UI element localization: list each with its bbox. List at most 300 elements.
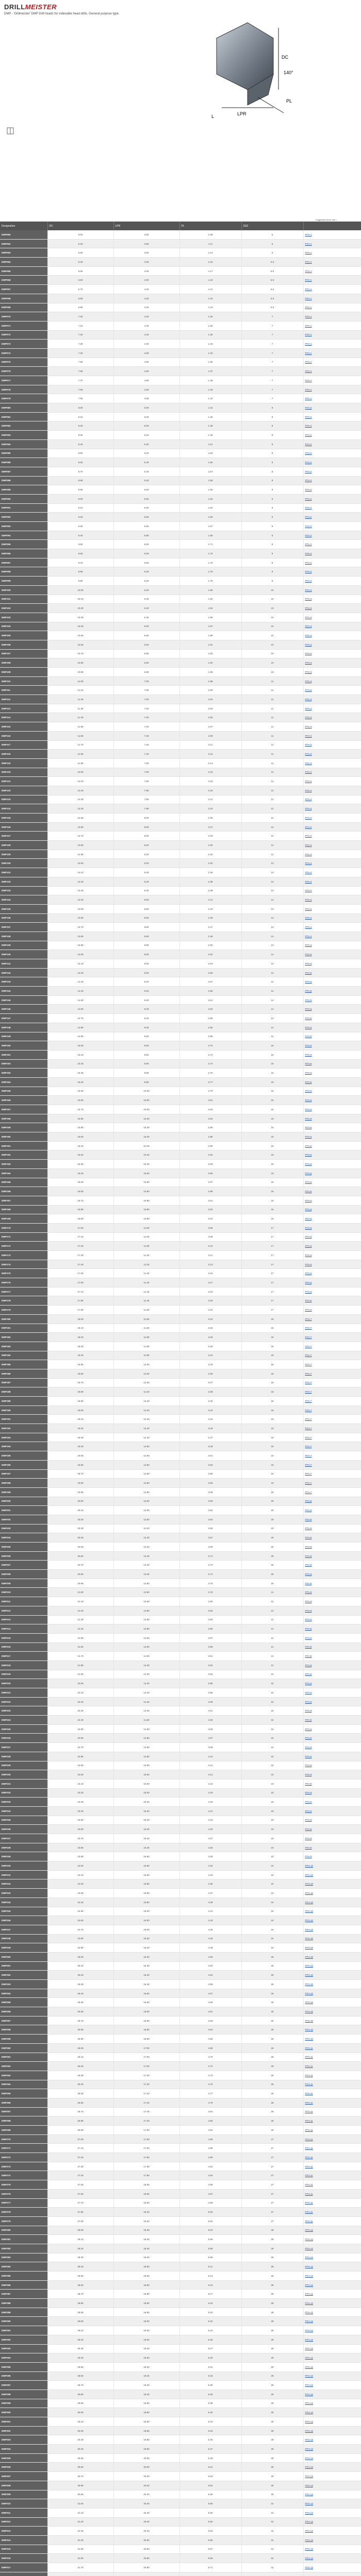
product-link[interactable]: PTH-11 — [303, 2189, 361, 2198]
product-link[interactable]: PTH-11 — [303, 2153, 361, 2162]
product-link[interactable]: PTH-3 — [303, 731, 361, 740]
product-link[interactable]: PTH-10 — [303, 2016, 361, 2025]
product-link[interactable]: PTH-1 — [303, 276, 361, 285]
product-link[interactable]: PTH-11 — [303, 2180, 361, 2190]
product-link[interactable]: PTH-9 — [303, 1734, 361, 1743]
product-link[interactable]: PTH-2 — [303, 503, 361, 513]
product-link[interactable]: PTH-1 — [303, 394, 361, 403]
product-link[interactable]: PTH-9 — [303, 1706, 361, 1716]
product-link[interactable]: PTH-7 — [303, 1397, 361, 1406]
product-link[interactable]: PTH-1 — [303, 358, 361, 367]
product-link[interactable]: PTH-11 — [303, 2198, 361, 2208]
product-link[interactable]: PTH-3 — [303, 668, 361, 677]
product-link[interactable]: PTH-7 — [303, 1433, 361, 1442]
ssz-cell: 21 — [241, 1624, 303, 1634]
product-link[interactable]: PTH-5 — [303, 950, 361, 959]
table-row — [0, 1451, 361, 1461]
product-link[interactable]: PTH-8 — [303, 1506, 361, 1515]
ssz-cell: 17 — [241, 1242, 303, 1251]
product-link[interactable]: PTH-2 — [303, 476, 361, 485]
product-link[interactable]: PTH-5 — [303, 1059, 361, 1069]
product-link[interactable]: PTH-10 — [303, 1989, 361, 1998]
product-link[interactable]: PTH-13 — [303, 2435, 361, 2445]
product-link[interactable]: PTH-9 — [303, 1716, 361, 1725]
product-link[interactable]: PTH-2 — [303, 403, 361, 413]
product-link[interactable]: PTH-12 — [303, 2353, 361, 2363]
product-link[interactable]: PTH-4 — [303, 895, 361, 905]
product-link[interactable]: PTH-4 — [303, 923, 361, 932]
product-link[interactable]: PTH-3 — [303, 631, 361, 640]
product-link[interactable]: PTH-1 — [303, 230, 361, 239]
product-link[interactable]: PTH-3 — [303, 722, 361, 732]
product-link[interactable]: PTH-1 — [303, 330, 361, 340]
dc-cell: 20.20 — [47, 1515, 113, 1524]
product-link[interactable]: PTH-9 — [303, 1761, 361, 1770]
product-link[interactable]: PTH-7 — [303, 1469, 361, 1479]
product-link[interactable]: PTH-7 — [303, 1479, 361, 1488]
product-link[interactable]: PTH-4 — [303, 832, 361, 841]
product-link[interactable]: PTH-11 — [303, 2216, 361, 2226]
ssz-cell: 26 — [241, 2071, 303, 2080]
ssz-cell: 8 — [241, 412, 303, 421]
product-link[interactable]: PTH-12 — [303, 2362, 361, 2371]
product-link[interactable]: PTH-10 — [303, 1916, 361, 1925]
product-link[interactable]: PTH-12 — [303, 2299, 361, 2308]
pl-cell: 2.39 — [179, 886, 241, 895]
product-link[interactable]: PTH-9 — [303, 1679, 361, 1688]
product-link[interactable]: PTH-13 — [303, 2508, 361, 2517]
product-link[interactable]: PTH-7 — [303, 1442, 361, 1451]
pl-cell: 5.31 — [179, 2362, 241, 2371]
product-link[interactable]: PTH-3 — [303, 695, 361, 704]
product-link[interactable]: PTH-12 — [303, 2244, 361, 2253]
lpr-cell: 14.20 — [113, 1679, 179, 1688]
product-link[interactable]: PTH-9 — [303, 1798, 361, 1807]
product-link[interactable]: PTH-1 — [303, 367, 361, 376]
product-link[interactable]: PTH-5 — [303, 1014, 361, 1023]
product-link[interactable]: PTH-10 — [303, 2035, 361, 2044]
product-link[interactable]: PTH-1 — [303, 258, 361, 267]
product-link[interactable]: PTH-1 — [303, 376, 361, 385]
product-link[interactable]: PTH-6 — [303, 1205, 361, 1214]
product-link[interactable]: PTH-4 — [303, 886, 361, 895]
product-link[interactable]: PTH-6 — [303, 1214, 361, 1224]
product-link[interactable]: PTH-9 — [303, 1852, 361, 1861]
product-link[interactable]: PTH-1 — [303, 294, 361, 303]
table-row — [0, 1479, 361, 1488]
product-link[interactable]: PTH-3 — [303, 585, 361, 595]
product-link[interactable]: PTH-8 — [303, 1551, 361, 1561]
product-link[interactable]: PTH-6 — [303, 1296, 361, 1306]
product-link[interactable]: PTH-12 — [303, 2389, 361, 2399]
product-link[interactable]: PTH-12 — [303, 2308, 361, 2317]
table-row — [0, 2408, 361, 2417]
product-link[interactable]: PTH-6 — [303, 1251, 361, 1260]
product-link[interactable]: PTH-12 — [303, 2272, 361, 2281]
dc-cell: 7.60 — [47, 367, 113, 376]
product-link[interactable]: PTH-13 — [303, 2472, 361, 2481]
pl-cell: 1.51 — [179, 439, 241, 449]
product-link[interactable]: PTH-12 — [303, 2344, 361, 2353]
product-link[interactable]: PTH-1 — [303, 312, 361, 321]
product-link[interactable]: PTH-12 — [303, 2335, 361, 2344]
product-link[interactable]: PTH-11 — [303, 2043, 361, 2053]
product-link[interactable]: PTH-2 — [303, 412, 361, 421]
product-link[interactable]: PTH-8 — [303, 1570, 361, 1579]
pl-cell: 1.62 — [179, 494, 241, 503]
product-link[interactable]: PTH-6 — [303, 1196, 361, 1205]
product-link[interactable]: PTH-7 — [303, 1405, 361, 1415]
product-link[interactable]: PTH-6 — [303, 1150, 361, 1160]
product-link[interactable]: PTH-1 — [303, 303, 361, 312]
product-link[interactable]: PTH-2 — [303, 458, 361, 467]
product-link[interactable]: PTH-7 — [303, 1415, 361, 1424]
product-link[interactable]: PTH-3 — [303, 704, 361, 713]
dc-cell: 6.30 — [47, 248, 113, 258]
product-link[interactable]: PTH-10 — [303, 1952, 361, 1961]
product-link[interactable]: PTH-11 — [303, 2171, 361, 2180]
product-link[interactable]: PTH-1 — [303, 248, 361, 258]
product-link[interactable]: PTH-2 — [303, 540, 361, 549]
product-link[interactable]: PTH-2 — [303, 531, 361, 540]
product-link[interactable]: PTH-2 — [303, 577, 361, 586]
product-link[interactable]: PTH-9 — [303, 1788, 361, 1798]
product-link[interactable]: PTH-7 — [303, 1360, 361, 1369]
product-link[interactable]: PTH-12 — [303, 2280, 361, 2290]
product-link[interactable]: PTH-2 — [303, 421, 361, 431]
product-link[interactable]: PTH-9 — [303, 1688, 361, 1698]
product-link[interactable]: PTH-4 — [303, 868, 361, 877]
product-link[interactable]: PTH-8 — [303, 1606, 361, 1615]
product-link[interactable]: PTH-8 — [303, 1670, 361, 1679]
product-link[interactable]: PTH-7 — [303, 1460, 361, 1469]
product-link[interactable]: PTH-5 — [303, 977, 361, 987]
dc-cell: 11.50 — [47, 722, 113, 732]
product-link[interactable]: PTH-6 — [303, 1187, 361, 1196]
product-link[interactable]: PTH-2 — [303, 431, 361, 440]
product-link[interactable]: PTH-4 — [303, 822, 361, 832]
product-link[interactable]: PTH-4 — [303, 904, 361, 913]
product-link[interactable]: PTH-8 — [303, 1579, 361, 1588]
ssz-cell: 18 — [241, 1397, 303, 1406]
product-link[interactable]: PTH-10 — [303, 1971, 361, 1980]
product-link[interactable]: PTH-7 — [303, 1333, 361, 1342]
designation-cell: DMP100 — [0, 585, 47, 595]
product-link[interactable]: PTH-3 — [303, 713, 361, 722]
product-link[interactable]: PTH-11 — [303, 2208, 361, 2217]
product-link[interactable]: PTH-13 — [303, 2535, 361, 2545]
product-link[interactable]: PTH-13 — [303, 2554, 361, 2563]
product-link[interactable]: PTH-13 — [303, 2545, 361, 2554]
product-link[interactable]: PTH-8 — [303, 1615, 361, 1624]
product-link[interactable]: PTH-13 — [303, 2563, 361, 2572]
product-link[interactable]: PTH-13 — [303, 2426, 361, 2435]
product-link[interactable]: PTH-8 — [303, 1524, 361, 1533]
product-link[interactable]: PTH-12 — [303, 2290, 361, 2299]
product-link[interactable]: PTH-7 — [303, 1424, 361, 1433]
product-link[interactable]: PTH-3 — [303, 640, 361, 649]
product-link[interactable]: PTH-10 — [303, 1943, 361, 1953]
ssz-cell: 31 — [241, 2527, 303, 2536]
product-link[interactable]: PTH-3 — [303, 613, 361, 622]
product-link[interactable]: PTH-7 — [303, 1351, 361, 1360]
product-link[interactable]: PTH-12 — [303, 2371, 361, 2381]
product-link[interactable]: PTH-7 — [303, 1451, 361, 1461]
product-link[interactable]: PTH-9 — [303, 1779, 361, 1788]
product-link[interactable]: PTH-6 — [303, 1178, 361, 1187]
product-link[interactable]: PTH-2 — [303, 522, 361, 531]
pl-cell: 5.33 — [179, 2371, 241, 2381]
product-link[interactable]: PTH-6 — [303, 1269, 361, 1278]
product-link[interactable]: PTH-4 — [303, 795, 361, 804]
product-link[interactable]: PTH-5 — [303, 1032, 361, 1041]
product-link[interactable]: PTH-10 — [303, 1897, 361, 1907]
product-link[interactable]: PTH-2 — [303, 449, 361, 458]
product-link[interactable]: PTH-11 — [303, 2080, 361, 2089]
product-link[interactable]: PTH-11 — [303, 2162, 361, 2171]
product-link[interactable]: PTH-13 — [303, 2453, 361, 2463]
product-link[interactable]: PTH-6 — [303, 1242, 361, 1251]
product-link[interactable]: PTH-3 — [303, 758, 361, 768]
product-link[interactable]: PTH-4 — [303, 777, 361, 786]
product-link[interactable]: PTH-7 — [303, 1324, 361, 1333]
product-link[interactable]: PTH-5 — [303, 1005, 361, 1014]
product-link[interactable]: PTH-5 — [303, 1096, 361, 1105]
product-link[interactable]: PTH-6 — [303, 1160, 361, 1169]
product-link[interactable]: PTH-3 — [303, 604, 361, 613]
product-link[interactable]: PTH-3 — [303, 622, 361, 631]
pl-cell: 1.71 — [179, 540, 241, 549]
product-link[interactable]: PTH-4 — [303, 804, 361, 814]
product-link[interactable]: PTH-2 — [303, 567, 361, 577]
product-link[interactable]: PTH-4 — [303, 850, 361, 859]
pl-cell: 5.26 — [179, 2335, 241, 2344]
product-link[interactable]: PTH-11 — [303, 2134, 361, 2144]
product-link[interactable]: PTH-5 — [303, 1087, 361, 1096]
product-link[interactable]: PTH-4 — [303, 768, 361, 777]
product-link[interactable]: PTH-9 — [303, 1834, 361, 1843]
product-link[interactable]: PTH-6 — [303, 1306, 361, 1315]
product-link[interactable]: PTH-13 — [303, 2445, 361, 2454]
product-link[interactable]: PTH-5 — [303, 1105, 361, 1114]
product-link[interactable]: PTH-8 — [303, 1497, 361, 1506]
product-link[interactable]: PTH-9 — [303, 1806, 361, 1816]
product-link[interactable]: PTH-13 — [303, 2517, 361, 2527]
product-link[interactable]: PTH-5 — [303, 1077, 361, 1087]
product-link[interactable]: PTH-11 — [303, 2098, 361, 2107]
product-link[interactable]: PTH-7 — [303, 1342, 361, 1351]
product-link[interactable]: PTH-8 — [303, 1561, 361, 1570]
product-link[interactable]: PTH-3 — [303, 740, 361, 750]
product-link[interactable]: PTH-8 — [303, 1533, 361, 1543]
dc-cell: 17.40 — [47, 1260, 113, 1269]
designation-cell: DMP193 — [0, 1433, 47, 1442]
product-link[interactable]: PTH-10 — [303, 2007, 361, 2016]
product-link[interactable]: PTH-12 — [303, 2262, 361, 2272]
product-link[interactable]: PTH-10 — [303, 1961, 361, 1971]
product-link[interactable]: PTH-5 — [303, 995, 361, 1005]
product-link[interactable]: PTH-2 — [303, 485, 361, 495]
product-link[interactable]: PTH-12 — [303, 2317, 361, 2326]
product-link[interactable]: PTH-11 — [303, 2107, 361, 2116]
lpr-cell: 9.60 — [113, 1041, 179, 1050]
product-link[interactable]: PTH-4 — [303, 814, 361, 823]
table-row — [0, 2308, 361, 2317]
product-link[interactable] — [303, 2572, 361, 2576]
product-link[interactable]: PTH-4 — [303, 859, 361, 868]
lpr-cell: 16.60 — [113, 2007, 179, 2016]
product-link[interactable]: PTH-11 — [303, 2053, 361, 2062]
product-link[interactable]: PTH-6 — [303, 1141, 361, 1150]
product-link[interactable]: PTH-5 — [303, 1023, 361, 1032]
product-link[interactable]: PTH-3 — [303, 658, 361, 668]
product-link[interactable]: PTH-8 — [303, 1515, 361, 1524]
product-link[interactable]: PTH-7 — [303, 1387, 361, 1397]
product-link[interactable]: PTH-4 — [303, 841, 361, 850]
product-link[interactable]: PTH-10 — [303, 1980, 361, 1989]
product-link[interactable]: PTH-8 — [303, 1624, 361, 1634]
product-link[interactable]: PTH-12 — [303, 2253, 361, 2262]
pl-cell: 5.27 — [179, 2344, 241, 2353]
product-link[interactable]: PTH-5 — [303, 968, 361, 977]
product-link[interactable]: PTH-13 — [303, 2463, 361, 2472]
product-link[interactable]: PTH-9 — [303, 1843, 361, 1852]
product-link[interactable]: PTH-2 — [303, 549, 361, 558]
product-link[interactable]: PTH-8 — [303, 1597, 361, 1606]
product-link[interactable]: PTH-12 — [303, 2226, 361, 2235]
product-link[interactable]: PTH-10 — [303, 1907, 361, 1916]
product-link[interactable]: PTH-1 — [303, 266, 361, 276]
product-link[interactable]: PTH-11 — [303, 2144, 361, 2153]
pl-cell: 2.90 — [179, 1141, 241, 1150]
product-link[interactable]: PTH-10 — [303, 1998, 361, 2007]
product-link[interactable]: PTH-5 — [303, 959, 361, 969]
product-link[interactable]: PTH-4 — [303, 931, 361, 941]
product-link[interactable]: PTH-1 — [303, 340, 361, 349]
product-link[interactable]: PTH-7 — [303, 1378, 361, 1387]
product-link[interactable]: PTH-12 — [303, 2235, 361, 2244]
product-link[interactable]: PTH-6 — [303, 1287, 361, 1296]
product-link[interactable]: PTH-10 — [303, 1861, 361, 1871]
product-link[interactable]: PTH-2 — [303, 513, 361, 522]
product-link[interactable]: PTH-10 — [303, 2025, 361, 2035]
product-link[interactable]: PTH-13 — [303, 2499, 361, 2509]
product-link[interactable]: PTH-8 — [303, 1588, 361, 1597]
product-link[interactable]: PTH-13 — [303, 2417, 361, 2427]
product-link[interactable]: PTH-10 — [303, 1925, 361, 1934]
product-link[interactable]: PTH-9 — [303, 1724, 361, 1734]
product-link[interactable]: PTH-6 — [303, 1278, 361, 1287]
product-link[interactable]: PTH-3 — [303, 595, 361, 604]
product-link[interactable]: PTH-11 — [303, 2089, 361, 2098]
product-link[interactable]: PTH-13 — [303, 2527, 361, 2536]
product-link[interactable]: PTH-2 — [303, 558, 361, 567]
product-link[interactable]: PTH-8 — [303, 1642, 361, 1652]
product-link[interactable]: PTH-7 — [303, 1314, 361, 1324]
dc-cell: 27.00 — [47, 2134, 113, 2144]
product-link[interactable]: PTH-7 — [303, 1369, 361, 1378]
product-link[interactable]: PTH-4 — [303, 913, 361, 923]
product-link[interactable]: PTH-9 — [303, 1816, 361, 1825]
product-link[interactable]: PTH-10 — [303, 1889, 361, 1898]
product-link[interactable]: PTH-13 — [303, 2490, 361, 2499]
designation-cell: DMP101 — [0, 595, 47, 604]
product-link[interactable]: PTH-11 — [303, 2126, 361, 2135]
product-link[interactable]: PTH-2 — [303, 494, 361, 503]
product-link[interactable]: PTH-11 — [303, 2062, 361, 2071]
product-link[interactable]: PTH-5 — [303, 1114, 361, 1123]
lpr-cell: 9.20 — [113, 977, 179, 987]
product-link[interactable]: PTH-1 — [303, 321, 361, 330]
product-link[interactable]: PTH-4 — [303, 786, 361, 795]
product-link[interactable]: PTH-3 — [303, 750, 361, 759]
product-link[interactable]: PTH-5 — [303, 1041, 361, 1050]
product-link[interactable]: PTH-4 — [303, 877, 361, 886]
product-link[interactable]: PTH-9 — [303, 1825, 361, 1834]
product-link[interactable]: PTH-9 — [303, 1770, 361, 1780]
designation-cell: DMP304 — [0, 2445, 47, 2454]
table-row — [0, 1724, 361, 1734]
product-link[interactable]: PTH-5 — [303, 1123, 361, 1132]
product-link[interactable]: PTH-6 — [303, 1232, 361, 1242]
product-link[interactable]: PTH-1 — [303, 385, 361, 394]
product-link[interactable]: PTH-1 — [303, 285, 361, 294]
product-link[interactable]: PTH-2 — [303, 467, 361, 476]
product-link[interactable]: PTH-11 — [303, 2116, 361, 2126]
product-link[interactable]: PTH-12 — [303, 2381, 361, 2390]
product-link[interactable]: PTH-9 — [303, 1743, 361, 1752]
product-link[interactable]: PTH-6 — [303, 1260, 361, 1269]
designation-cell: DMP233 — [0, 1798, 47, 1807]
table-row — [0, 640, 361, 649]
product-link[interactable]: PTH-12 — [303, 2399, 361, 2408]
product-link[interactable]: PTH-10 — [303, 1870, 361, 1879]
product-link[interactable]: PTH-5 — [303, 1069, 361, 1078]
product-link[interactable]: PTH-2 — [303, 439, 361, 449]
product-link[interactable]: PTH-3 — [303, 686, 361, 695]
product-link[interactable]: PTH-5 — [303, 1050, 361, 1059]
product-link[interactable]: PTH-12 — [303, 2326, 361, 2335]
product-link[interactable]: PTH-3 — [303, 676, 361, 686]
product-link[interactable]: PTH-1 — [303, 348, 361, 358]
product-link[interactable]: PTH-13 — [303, 2481, 361, 2490]
product-link[interactable]: PTH-8 — [303, 1633, 361, 1642]
product-link[interactable]: PTH-3 — [303, 649, 361, 658]
product-link[interactable]: PTH-6 — [303, 1168, 361, 1178]
product-link[interactable]: PTH-6 — [303, 1132, 361, 1142]
product-link[interactable]: PTH-8 — [303, 1652, 361, 1661]
product-link[interactable]: PTH-13 — [303, 2408, 361, 2417]
product-link[interactable]: PTH-1 — [303, 239, 361, 248]
designation-cell: DMP242 — [0, 1879, 47, 1889]
product-link[interactable]: PTH-10 — [303, 1879, 361, 1889]
product-link[interactable]: PTH-8 — [303, 1543, 361, 1552]
pl-cell: 3.55 — [179, 1469, 241, 1479]
product-link[interactable]: PTH-10 — [303, 1934, 361, 1943]
product-link[interactable]: PTH-6 — [303, 1223, 361, 1232]
product-link[interactable]: PTH-9 — [303, 1697, 361, 1706]
designation-cell: DMP228 — [0, 1752, 47, 1761]
product-link[interactable]: PTH-9 — [303, 1752, 361, 1761]
dc-cell: 18.20 — [47, 1333, 113, 1342]
product-link[interactable]: PTH-7 — [303, 1487, 361, 1497]
product-link[interactable]: PTH-4 — [303, 941, 361, 950]
table-row — [0, 1214, 361, 1224]
product-link[interactable]: PTH-5 — [303, 987, 361, 996]
product-link[interactable]: PTH-11 — [303, 2071, 361, 2080]
pl-cell: 1.73 — [179, 549, 241, 558]
product-link[interactable]: PTH-8 — [303, 1660, 361, 1670]
